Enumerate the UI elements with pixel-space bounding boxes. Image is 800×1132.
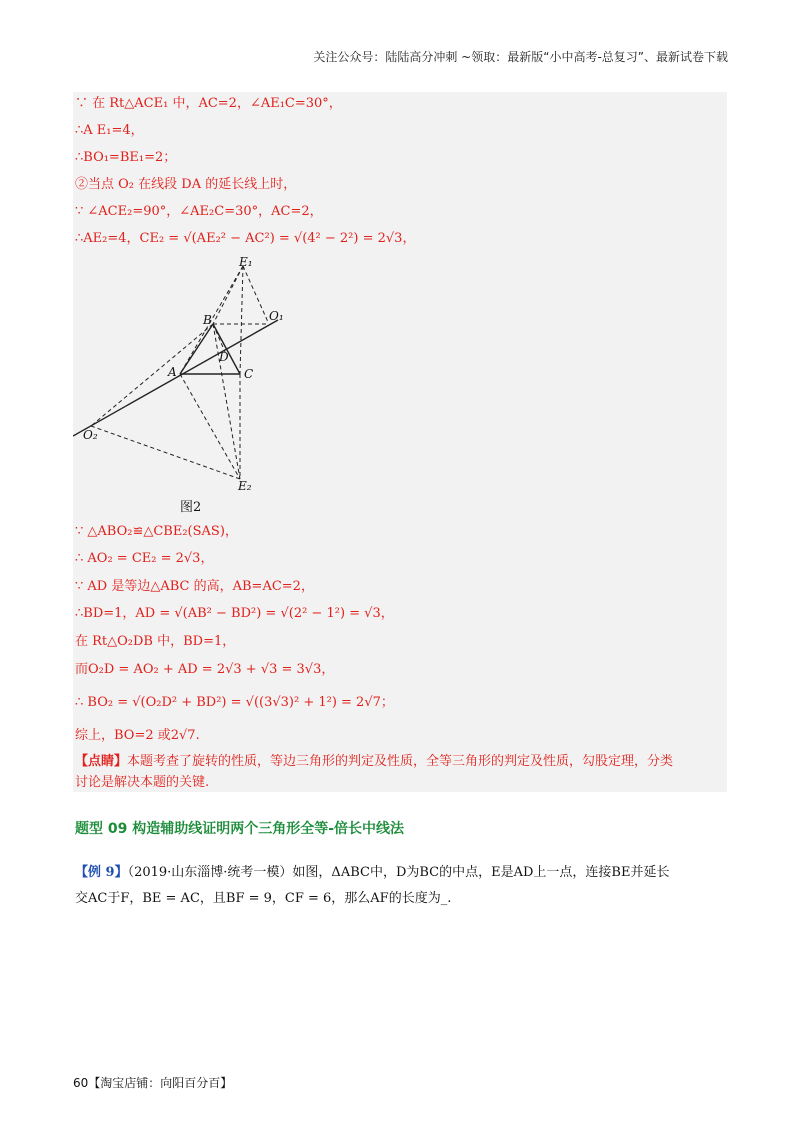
label-b: B [203,313,212,327]
example-text-2: 交AC于F，BE = AC，且BF = 9，CF = 6，那么AF的长度为_. [75,891,452,906]
solution-line-4: ②当点 O₂ 在线段 DA 的延长线上时， [75,177,297,192]
section-title: 题型 09 构造辅助线证明两个三角形全等-倍长中线法 [75,821,405,837]
geometry-figure [73,254,313,494]
example-text-1: （2019·山东淄博·统考一模）如图，ΔABC中，D为BC的中点，E是AD上一点，连接BE并延长 [127,865,670,880]
solution-line-6: ∴AE₂=4，CE₂ = √(AE₂² − AC²) = √(4² − 2²) = 2√3， [75,231,416,246]
example-label: 【例 9】 [75,865,128,880]
label-a: A [168,365,177,379]
label-e1: E₁ [239,255,253,269]
solution2-line-5: 在 Rt△O₂DB 中，BD=1， [75,634,236,649]
note-text-1: 本题考查了旋转的性质，等边三角形的判定及性质，全等三角形的判定及性质，勾股定理，分类 [127,754,674,769]
solution2-line-2: ∴ AO₂ = CE₂ = 2√3， [75,551,214,566]
solution-line-2: ∴A E₁=4， [75,123,144,138]
solution-line-3: ∴BO₁=BE₁=2； [75,150,177,165]
page-header: 关注公众号：陆陆高分冲刺 ~领取：最新版“小中高考-总复习”、最新试卷下载 [313,50,728,64]
example-block [75,860,725,912]
label-e2: E₂ [238,479,252,493]
note-label: 【点睛】 [75,754,128,769]
solution2-line-6: 而O₂D = AO₂ + AD = 2√3 + √3 = 3√3， [75,662,335,677]
label-o2: O₂ [83,428,98,442]
page-footer: 60【淘宝店铺：向阳百分百】 [73,1076,233,1090]
example-line-1 [75,860,725,886]
solution2-line-3: ∵ AD 是等边△ABC 的高，AB=AC=2， [75,579,314,594]
note-line-2 [75,773,209,793]
solution2-line-4: ∴BD=1，AD = √(AB² − BD²) = √(2² − 1²) = √3， [75,606,394,621]
note-line-1 [75,752,673,772]
note-text-2: 讨论是解决本题的关键. [75,775,210,790]
solution-line-5: ∵ ∠ACE₂=90°，∠AE₂C=30°，AC=2， [75,204,323,219]
label-o1: O₁ [269,309,284,323]
solution2-line-7: ∴ BO₂ = √(O₂D² + BD²) = √((3√3)² + 1²) = 2√7； [75,695,394,710]
solution-line-1: ∵ 在 Rt△ACE₁ 中，AC=2，∠AE₁C=30°， [75,96,342,111]
figure-caption: 图2 [180,500,202,515]
example-line-2 [75,886,725,912]
label-d: D [219,350,229,364]
solution2-line-8: 综上，BO=2 或2√7. [75,728,200,743]
solution2-line-1: ∵ △ABO₂≌△CBE₂(SAS)， [75,524,238,539]
label-c: C [244,367,254,381]
